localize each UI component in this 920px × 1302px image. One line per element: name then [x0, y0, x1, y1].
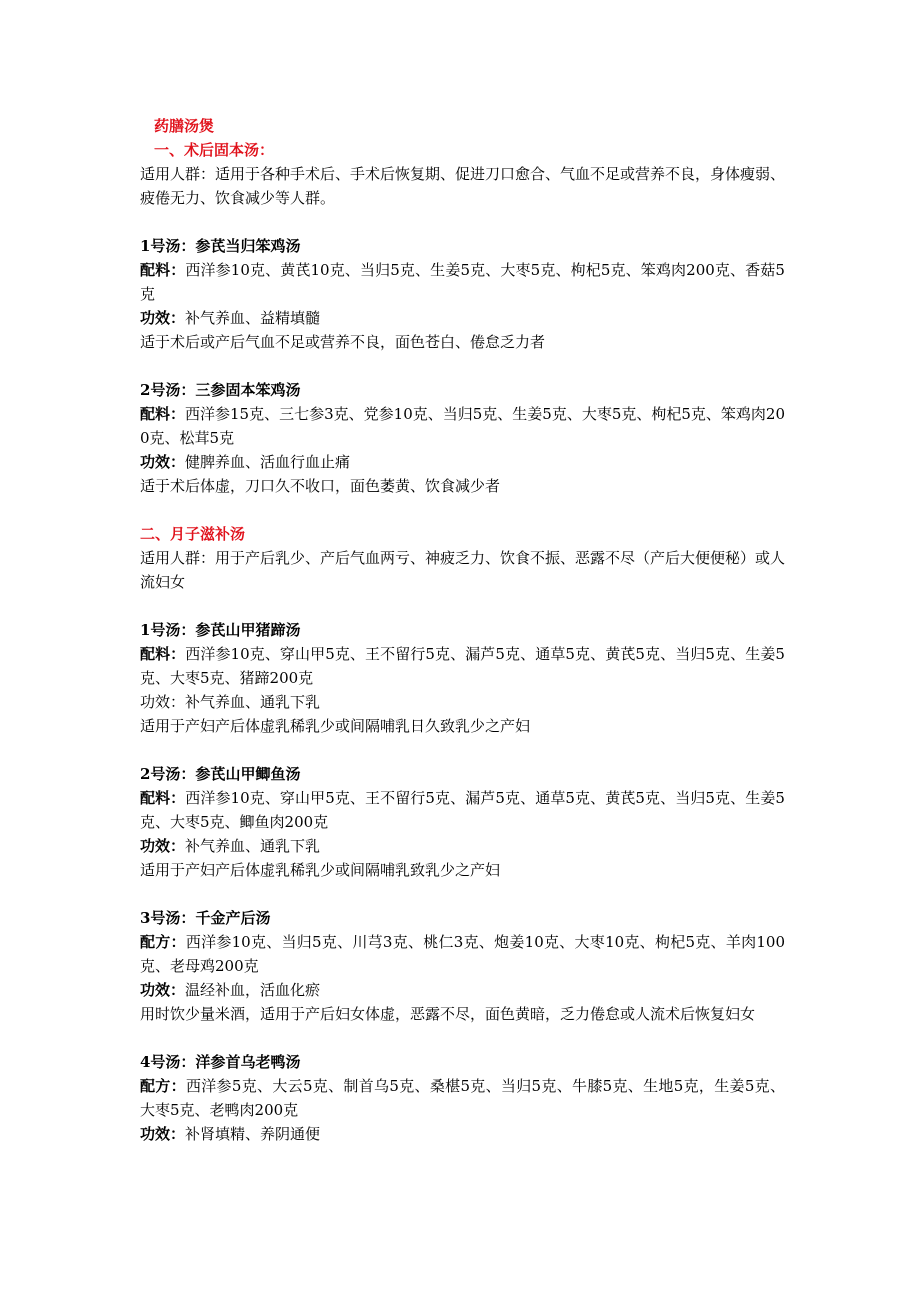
effect-text: 温经补血，活血化瘀 [185, 981, 321, 999]
recipe-note: 适用于产妇产后体虚乳稀乳少或间隔哺乳致乳少之产妇 [140, 861, 501, 879]
recipe-ingredients [140, 930, 785, 978]
recipe-title: 2号汤：三参固本笨鸡汤 [140, 381, 301, 399]
ingredients-text: 西洋参10克、穿山甲5克、王不留行5克、漏芦5克、通草5克、黄芪5克、当归5克、生姜5克、大枣5克、猪蹄200克 [140, 645, 785, 687]
recipe-ingredients [140, 1074, 785, 1122]
recipe-note: 适用于产妇产后体虚乳稀乳少或间隔哺乳日久致乳少之产妇 [140, 717, 531, 735]
effect-text: 健脾养血、活血行血止痛 [185, 453, 351, 471]
document-page [140, 114, 785, 1146]
ingredients-label: 配料： [140, 789, 186, 807]
recipe-ingredients [140, 402, 785, 450]
effect-label: 功效： [140, 981, 186, 999]
recipe-title: 3号汤：千金产后汤 [140, 909, 271, 927]
effect-text: 补气养血、通乳下乳 [185, 837, 321, 855]
effect-text: 补气养血、通乳下乳 [185, 693, 321, 711]
recipe-s2-1 [140, 618, 785, 738]
recipe-effect [140, 690, 785, 714]
recipe-note: 用时饮少量米酒，适用于产后妇女体虚，恶露不尽，面色黄暗，乏力倦怠或人流术后恢复妇女 [140, 1005, 756, 1023]
recipe-note: 适于术后或产后气血不足或营养不良，面色苍白、倦怠乏力者 [140, 333, 546, 351]
recipe-title: 4号汤：洋参首乌老鸭汤 [140, 1053, 301, 1071]
recipe-effect [140, 978, 785, 1002]
ingredients-label: 配料： [140, 645, 186, 663]
recipe-s1-1 [140, 234, 785, 354]
ingredients-text: 西洋参5克、大云5克、制首乌5克、桑椹5克、当归5克、牛膝5克、生地5克，生姜5克、大枣5克、老鸭肉200克 [140, 1077, 785, 1119]
recipe-effect [140, 834, 785, 858]
recipe-ingredients [140, 642, 785, 690]
effect-label: 功效： [140, 453, 186, 471]
ingredients-text: 西洋参10克、黄芪10克、当归5克、生姜5克、大枣5克、枸杞5克、笨鸡肉200克、香菇5克 [140, 261, 785, 303]
section-heading-2: 二、月子滋补汤 [140, 525, 246, 543]
recipe-effect [140, 1122, 785, 1146]
recipe-s2-4 [140, 1050, 785, 1146]
ingredients-label: 配料： [140, 405, 186, 423]
ingredients-label: 配料： [140, 261, 186, 279]
section2-audience: 适用人群：用于产后乳少、产后气血两亏、神疲乏力、饮食不振、恶露不尽（产后大便便秘）或人流妇女 [140, 549, 786, 591]
recipe-title: 1号汤：参芪当归笨鸡汤 [140, 237, 301, 255]
effect-label: 功效： [140, 1125, 186, 1143]
recipe-ingredients [140, 786, 785, 834]
recipe-title: 2号汤：参芪山甲鲫鱼汤 [140, 765, 301, 783]
ingredients-text: 西洋参15克、三七参3克、党参10克、当归5克、生姜5克、大枣5克、枸杞5克、笨鸡肉200克、松茸5克 [140, 405, 785, 447]
effect-label: 功效： [140, 309, 186, 327]
recipe-s2-2 [140, 762, 785, 882]
recipe-s1-2 [140, 378, 785, 498]
effect-text: 补气养血、益精填髓 [185, 309, 321, 327]
recipe-effect [140, 306, 785, 330]
ingredients-label: 配方： [140, 1077, 186, 1095]
effect-label: 功效： [140, 693, 186, 711]
recipe-effect [140, 450, 785, 474]
effect-text: 补肾填精、养阴通便 [185, 1125, 321, 1143]
section-2 [140, 522, 785, 594]
section-heading-1: 一、术后固本汤： [154, 141, 275, 159]
ingredients-text: 西洋参10克、当归5克、川芎3克、桃仁3克、炮姜10克、大枣10克、枸杞5克、羊肉100克、老母鸡200克 [140, 933, 785, 975]
document-title: 药膳汤煲 [154, 117, 215, 135]
section1-audience: 适用人群：适用于各种手术后、手术后恢复期、促进刀口愈合、气血不足或营养不良，身体瘦弱、疲倦无力、饮食减少等人群。 [140, 165, 786, 207]
ingredients-text: 西洋参10克、穿山甲5克、王不留行5克、漏芦5克、通草5克、黄芪5克、当归5克、生姜5克、大枣5克、鲫鱼肉200克 [140, 789, 785, 831]
effect-label: 功效： [140, 837, 186, 855]
recipe-ingredients [140, 258, 785, 306]
ingredients-label: 配方： [140, 933, 186, 951]
recipe-s2-3 [140, 906, 785, 1026]
recipe-note: 适于术后体虚，刀口久不收口，面色萎黄、饮食减少者 [140, 477, 501, 495]
recipe-title: 1号汤：参芪山甲猪蹄汤 [140, 621, 301, 639]
